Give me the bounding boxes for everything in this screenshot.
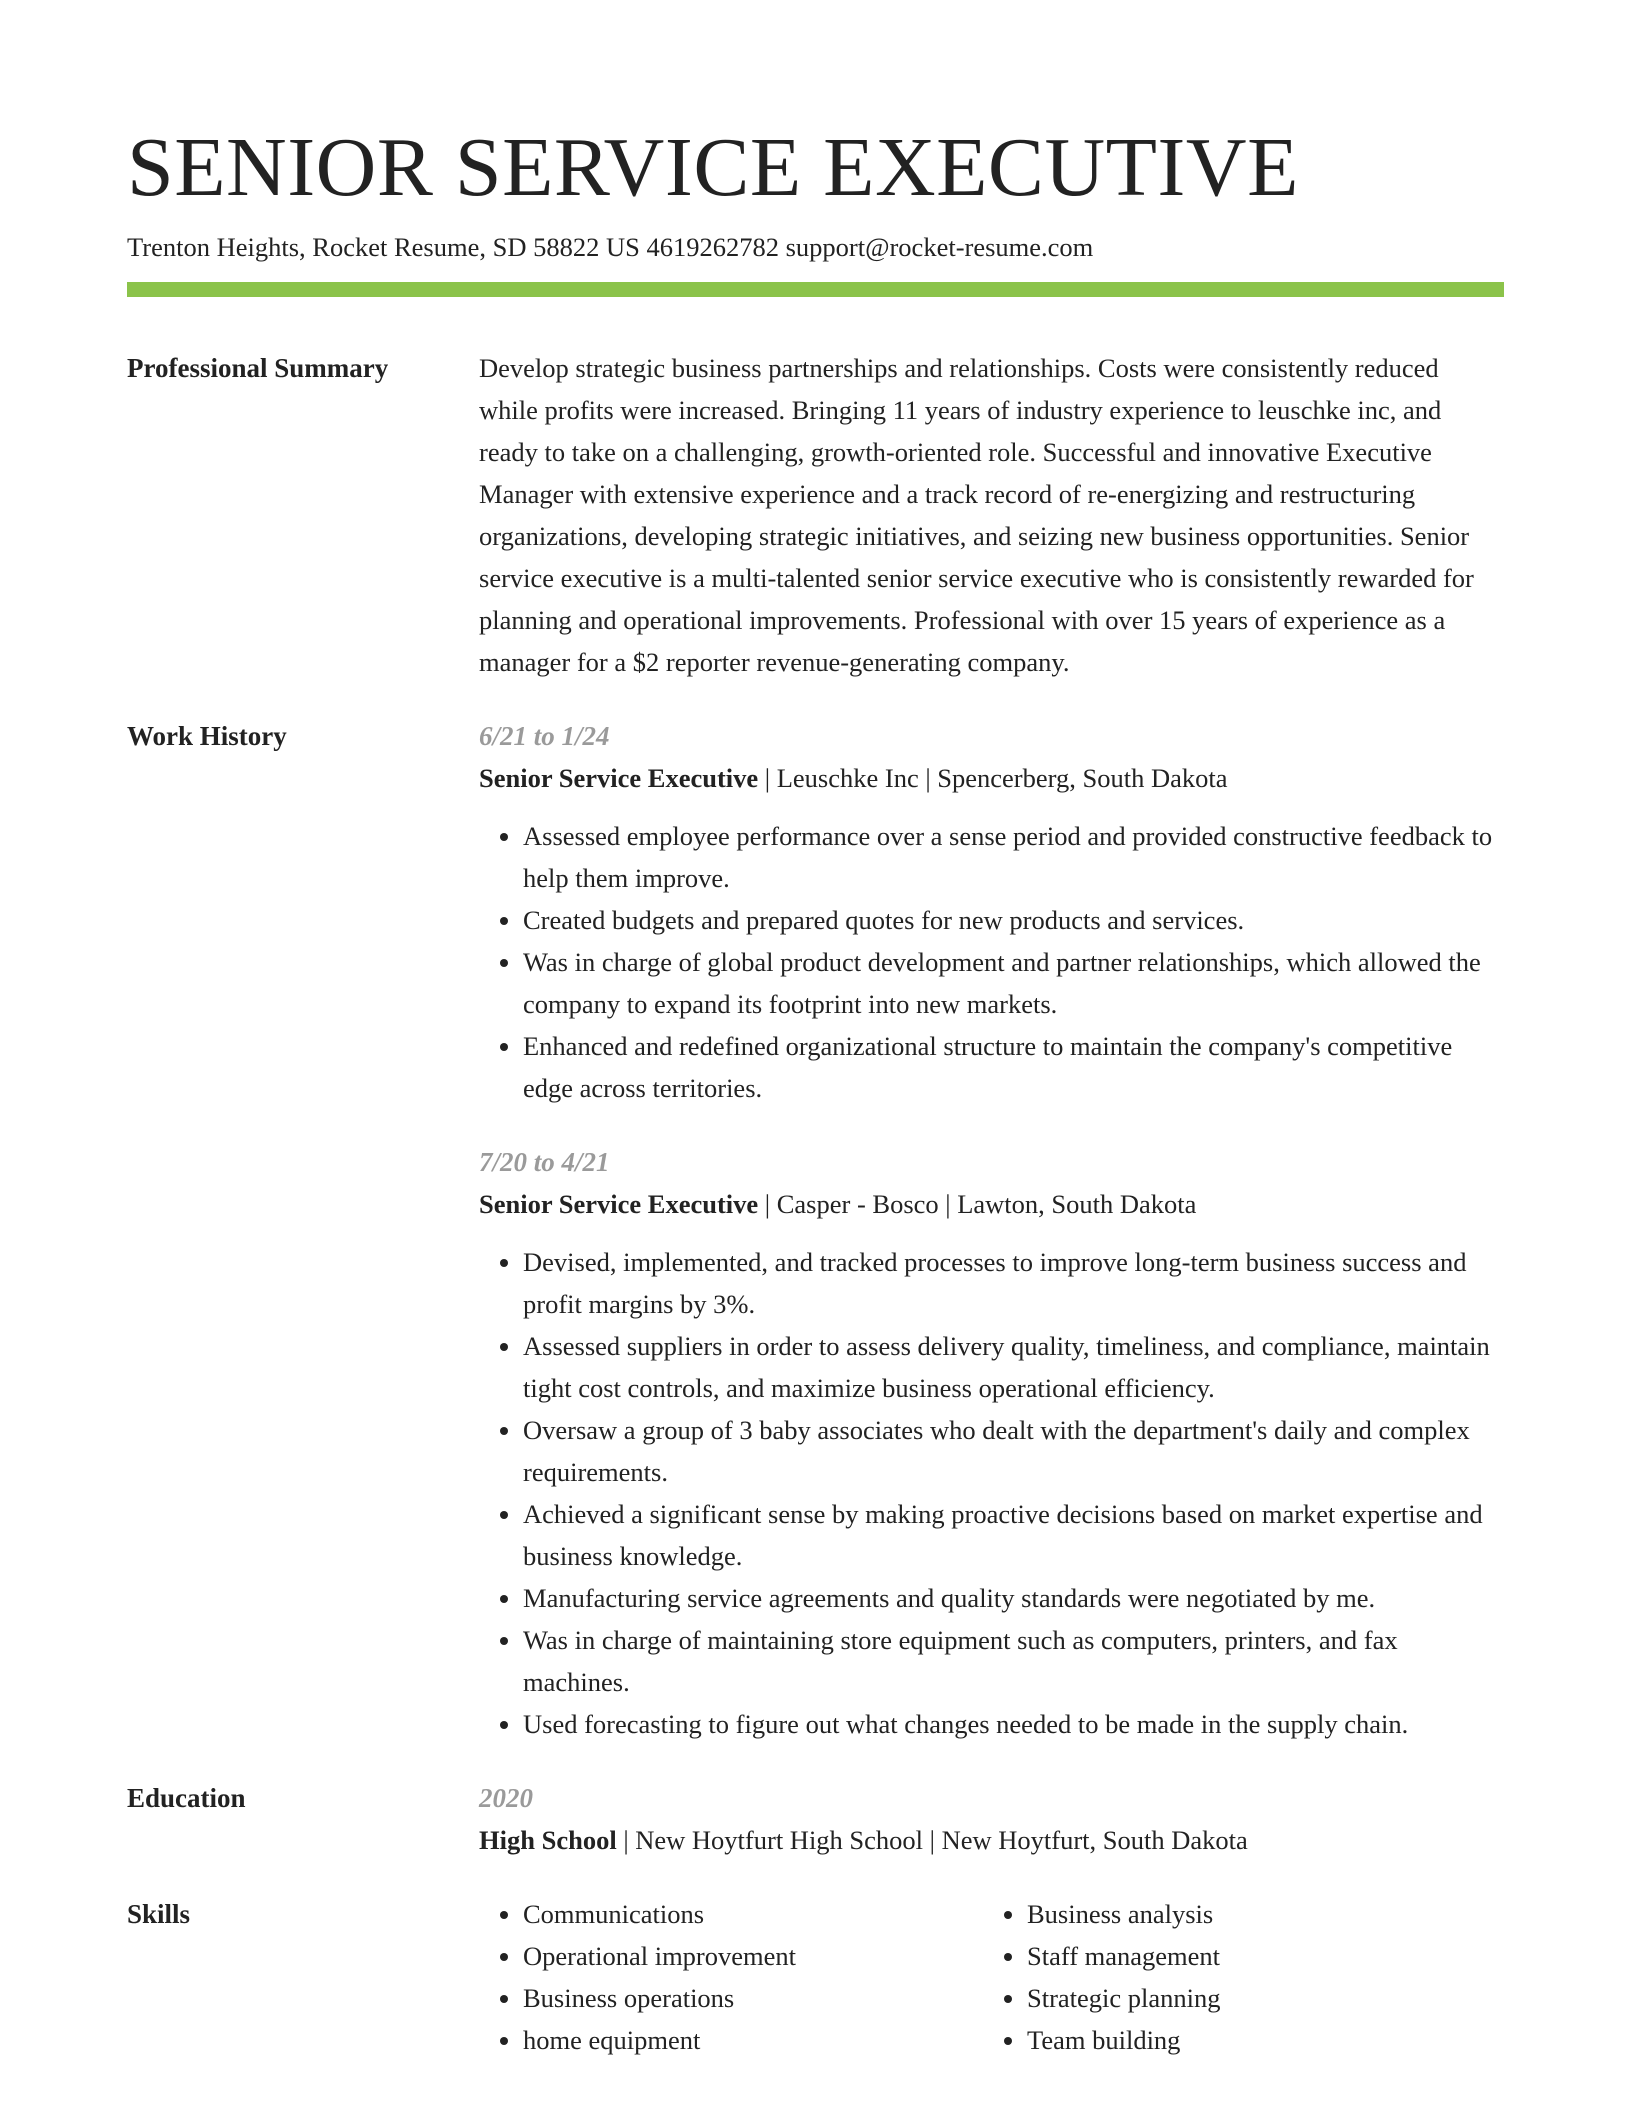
job-title: Senior Service Executive: [479, 763, 759, 793]
list-item: • Used forecasting to figure out what changes needed to be made in the supply chain.: [523, 1703, 1504, 1745]
contact-info: Trenton Heights, Rocket Resume, SD 58822 US 4619262782 support@rocket-resume.com: [127, 232, 1094, 262]
job-dates: 7/20 to 4/21: [479, 1147, 610, 1177]
education-year: 2020: [479, 1783, 533, 1813]
skill-item: • Business analysis: [1027, 1893, 1487, 1935]
skills-column-right: [983, 1893, 1487, 2061]
summary-heading: Professional Summary: [127, 353, 389, 383]
list-item: • Manufacturing service agreements and quality standards were negotiated by me.: [523, 1577, 1504, 1619]
list-item: • Assessed suppliers in order to assess delivery quality, timeliness, and compliance, maintain tight cost controls, and maximize business operational efficiency.: [523, 1325, 1504, 1409]
job-bullets: [479, 815, 1504, 1109]
education-details: | New Hoytfurt High School | New Hoytfurt, South Dakota: [616, 1825, 1248, 1855]
summary-section: [127, 347, 1504, 683]
job-entry: [479, 715, 1504, 1109]
job-title-line: [479, 757, 1504, 799]
summary-text: Develop strategic business partnerships and relationships. Costs were consistently reduced while profits were increased. Bringing 11 years of industry experience to leuschke inc, and ready to take on a challenging, growth-oriented role. Successful and innovative Executive Manager with extensive experience and a track record of re-energizing and restructuring organizations, developing strategic initiatives, and seizing new business opportunities. Senior service executive is a multi-talented senior service executive who is consistently rewarded for planning and operational improvements. Professional with over 15 years of experience as a manager for a $2 reporter revenue-generating company.: [479, 353, 1474, 677]
list-item: • Created budgets and prepared quotes for new products and services.: [523, 899, 1504, 941]
education-degree: High School: [479, 1825, 617, 1855]
skills-heading: Skills: [127, 1899, 191, 1929]
list-item: • Devised, implemented, and tracked processes to improve long-term business success and profit margins by 3%.: [523, 1241, 1504, 1325]
job-entry: [479, 1141, 1504, 1745]
list-item: • Assessed employee performance over a sense period and provided constructive feedback to help them improve.: [523, 815, 1504, 899]
skills-column-left: [479, 1893, 983, 2061]
skill-item: • Operational improvement: [523, 1935, 983, 1977]
job-title-line: [479, 1183, 1504, 1225]
list-item: • Enhanced and redefined organizational structure to maintain the company's competitive edge across territories.: [523, 1025, 1504, 1109]
list-item: • Was in charge of maintaining store equipment such as computers, printers, and fax machines.: [523, 1619, 1504, 1703]
skill-item: • Strategic planning: [1027, 1977, 1487, 2019]
skill-item: • Business operations: [523, 1977, 983, 2019]
skill-item: • Communications: [523, 1893, 983, 1935]
job-dates: 6/21 to 1/24: [479, 721, 610, 751]
skill-item: • Staff management: [1027, 1935, 1487, 1977]
education-heading: Education: [127, 1783, 246, 1813]
education-line: [479, 1819, 1504, 1861]
skills-grid: [479, 1893, 1504, 2061]
skill-item: • home equipment: [523, 2019, 983, 2061]
job-bullets: [479, 1241, 1504, 1745]
skill-item: • Team building: [1027, 2019, 1487, 2061]
list-item: • Achieved a significant sense by making proactive decisions based on market expertise and business knowledge.: [523, 1493, 1504, 1577]
job-details: | Casper - Bosco | Lawton, South Dakota: [758, 1189, 1197, 1219]
education-section: [127, 1777, 1504, 1861]
skills-section: [127, 1893, 1504, 2061]
work-history-section: [127, 715, 1504, 1745]
list-item: • Oversaw a group of 3 baby associates who dealt with the department's daily and complex requirements.: [523, 1409, 1504, 1493]
accent-divider: [127, 282, 1504, 297]
list-item: • Was in charge of global product development and partner relationships, which allowed the company to expand its footprint into new markets.: [523, 941, 1504, 1025]
work-history-heading: Work History: [127, 721, 287, 751]
job-title: Senior Service Executive: [479, 1189, 759, 1219]
resume-title: SENIOR SERVICE EXECUTIVE: [127, 121, 1299, 214]
resume-page: [127, 0, 1504, 2061]
job-details: | Leuschke Inc | Spencerberg, South Dakota: [758, 763, 1228, 793]
